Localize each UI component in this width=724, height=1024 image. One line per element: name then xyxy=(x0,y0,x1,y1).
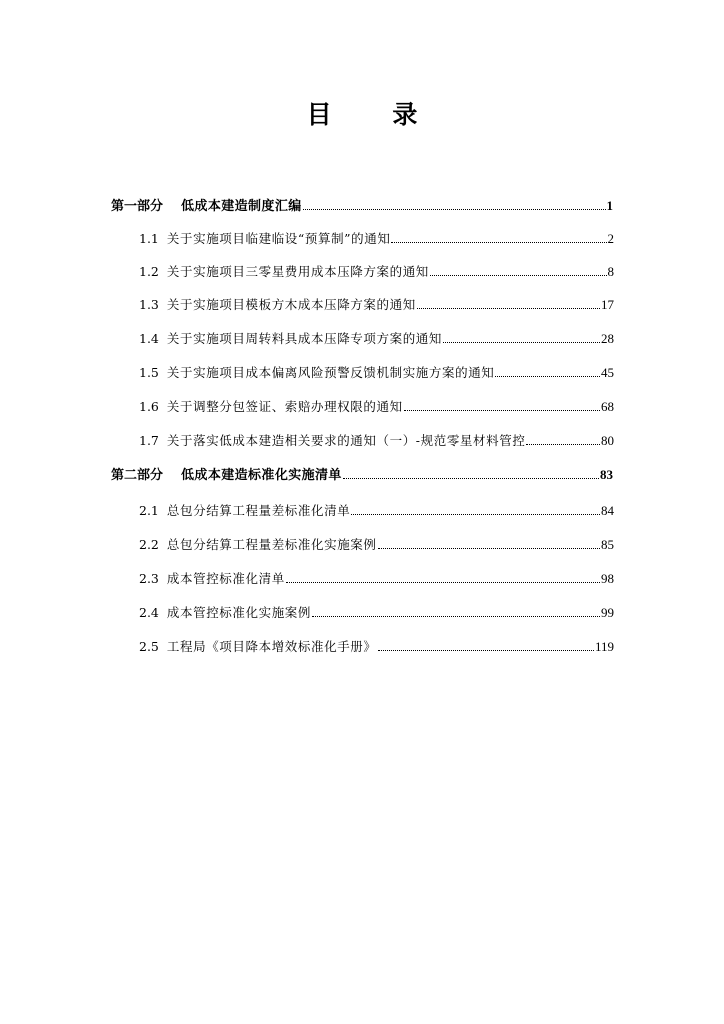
toc-entry-title: 关于实施项目成本偏离风险预警反馈机制实施方案的通知 xyxy=(166,365,495,380)
page-title: 目 录 xyxy=(306,100,444,129)
toc-entry-number: 2.5 xyxy=(139,639,159,654)
dot-leader xyxy=(378,548,601,549)
toc-entry-2-1[interactable] xyxy=(139,502,614,520)
toc-entry-2-4[interactable] xyxy=(139,604,614,622)
toc-entry-part-2[interactable] xyxy=(111,466,613,485)
toc-entry-page: 85 xyxy=(601,537,614,552)
toc-entry-page: 80 xyxy=(601,433,614,448)
toc-entry-page: 98 xyxy=(601,571,614,586)
toc-entry-title: 低成本建造制度汇编 xyxy=(181,199,302,214)
dot-leader xyxy=(303,209,606,210)
dot-leader xyxy=(404,410,600,411)
dot-leader xyxy=(312,616,600,617)
toc-entry-number: 1.4 xyxy=(139,331,159,346)
toc-entry-number: 2.1 xyxy=(139,503,159,518)
toc-entry-page: 99 xyxy=(601,605,614,620)
toc-entry-2-2[interactable] xyxy=(139,536,614,554)
toc-entry-number: 2.3 xyxy=(139,571,159,586)
toc-entry-title: 总包分结算工程量差标准化清单 xyxy=(166,503,351,518)
toc-entry-1-2[interactable] xyxy=(139,263,614,281)
toc-entry-page: 83 xyxy=(600,467,613,482)
toc-entry-1-1[interactable] xyxy=(139,230,614,248)
toc-entry-2-3[interactable] xyxy=(139,570,614,588)
toc-entry-part-1[interactable] xyxy=(111,197,613,216)
toc-entry-title: 关于实施项目模板方木成本压降方案的通知 xyxy=(166,297,416,312)
toc-entry-number: 2.4 xyxy=(139,605,159,620)
dot-leader xyxy=(351,514,600,515)
dot-leader xyxy=(286,582,600,583)
toc-entry-2-5[interactable] xyxy=(139,638,614,656)
toc-entry-page: 84 xyxy=(601,503,614,518)
toc-entry-title: 关于实施项目周转料具成本压降专项方案的通知 xyxy=(166,331,442,346)
toc-entry-page: 1 xyxy=(606,198,613,213)
dot-leader xyxy=(526,444,600,445)
dot-leader xyxy=(495,376,600,377)
dot-leader xyxy=(378,650,594,651)
dot-leader xyxy=(391,242,606,243)
toc-entry-number: 1.2 xyxy=(139,264,159,279)
dot-leader xyxy=(430,275,607,276)
toc-entry-1-4[interactable] xyxy=(139,330,614,348)
toc-entry-title: 总包分结算工程量差标准化实施案例 xyxy=(166,537,377,552)
toc-entry-page: 2 xyxy=(607,231,614,246)
toc-entry-title: 低成本建造标准化实施清单 xyxy=(181,468,342,483)
toc-entry-1-6[interactable] xyxy=(139,398,614,416)
toc-entry-number: 1.5 xyxy=(139,365,159,380)
toc-entry-number: 第二部分 xyxy=(111,468,164,483)
toc-entry-page: 45 xyxy=(601,365,614,380)
toc-entry-1-3[interactable] xyxy=(139,296,614,314)
toc-entry-title: 关于实施项目临建临设“预算制”的通知 xyxy=(166,231,391,246)
toc-entry-page: 119 xyxy=(594,639,614,654)
toc-entry-title: 关于调整分包签证、索赔办理权限的通知 xyxy=(166,399,403,414)
toc-entry-title: 关于落实低成本建造相关要求的通知（一）-规范零星材料管控 xyxy=(166,433,526,448)
toc-entry-page: 68 xyxy=(601,399,614,414)
toc-entry-number: 1.7 xyxy=(139,433,159,448)
toc-entry-1-7[interactable] xyxy=(139,432,614,450)
dot-leader xyxy=(417,308,600,309)
toc-entry-number: 1.6 xyxy=(139,399,159,414)
toc-entry-1-5[interactable] xyxy=(139,364,614,382)
toc-entry-title: 成本管控标准化实施案例 xyxy=(166,605,311,620)
toc-entry-title: 成本管控标准化清单 xyxy=(166,571,285,586)
toc-entry-page: 28 xyxy=(601,331,614,346)
toc-entry-number: 2.2 xyxy=(139,537,159,552)
toc-entry-number: 第一部分 xyxy=(111,199,164,214)
toc-entry-title: 工程局《项目降本增效标准化手册》 xyxy=(166,639,377,654)
toc-entry-page: 8 xyxy=(607,264,614,279)
toc-entry-page: 17 xyxy=(601,297,614,312)
toc-entry-number: 1.1 xyxy=(139,231,159,246)
dot-leader xyxy=(443,342,600,343)
toc-entry-number: 1.3 xyxy=(139,297,159,312)
dot-leader xyxy=(343,478,599,479)
toc-entry-title: 关于实施项目三零星费用成本压降方案的通知 xyxy=(166,264,429,279)
